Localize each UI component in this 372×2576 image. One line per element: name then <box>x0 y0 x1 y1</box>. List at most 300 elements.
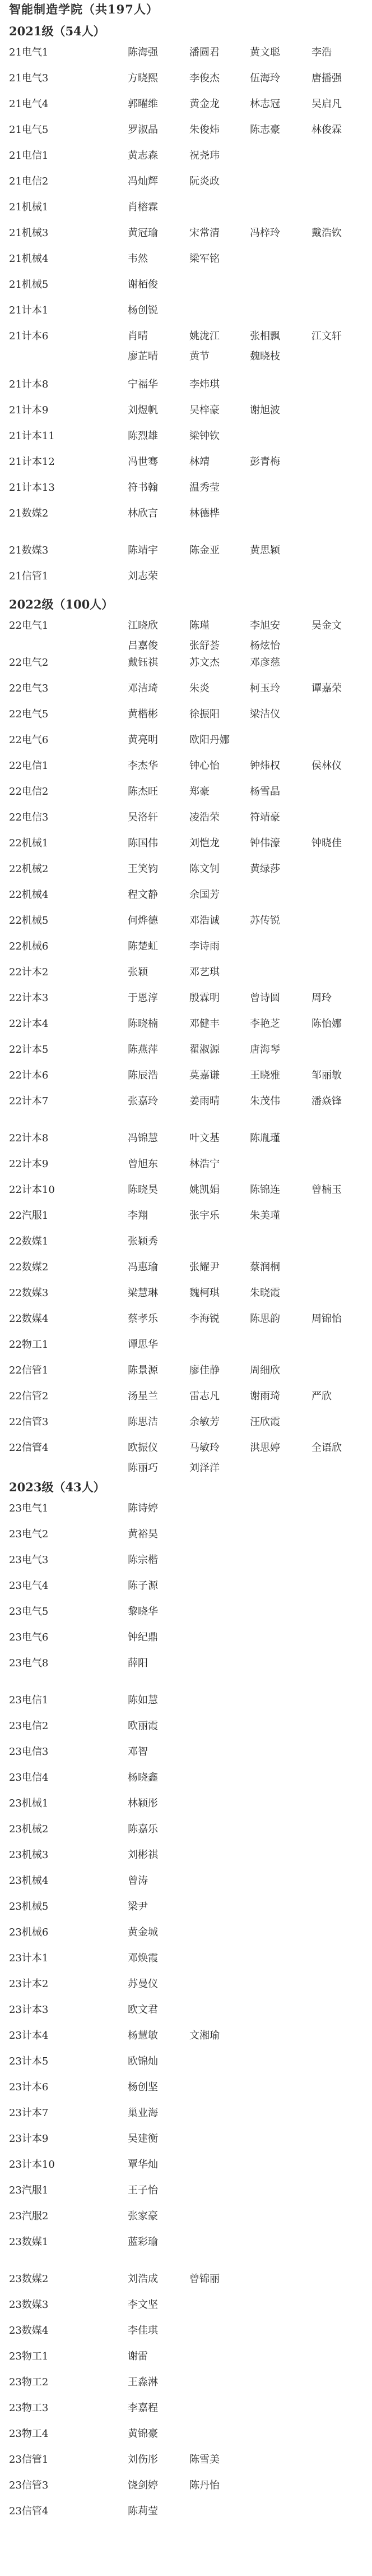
student-name: 林俊霖 <box>311 124 342 136</box>
class-label: 23电信1 <box>9 1694 49 1706</box>
student-name: 苏文杰 <box>189 657 220 669</box>
student-name: 杨炫怡 <box>250 640 280 652</box>
class-row <box>9 1335 372 1361</box>
student-name: 陈如慧 <box>128 1694 158 1706</box>
class-label: 23计本7 <box>9 2107 49 2119</box>
class-row <box>9 566 372 592</box>
student-name: 陈雪美 <box>189 2454 220 2466</box>
class-label: 23计本2 <box>9 1978 49 1990</box>
class-row <box>9 1386 372 1412</box>
student-name: 陈海强 <box>128 47 158 58</box>
class-row <box>9 2103 372 2129</box>
class-label: 21计本6 <box>9 330 49 342</box>
class-label: 21计本12 <box>9 456 55 468</box>
student-name: 姜雨晴 <box>189 1095 220 1107</box>
class-label: 23电气6 <box>9 1632 49 1643</box>
class-row <box>9 2155 372 2181</box>
class-label: 23信管1 <box>9 2454 49 2466</box>
class-row <box>9 2181 372 2206</box>
student-name: 戴钰祺 <box>128 657 158 669</box>
student-name: 林靖 <box>189 456 210 468</box>
class-row <box>9 2501 372 2527</box>
class-row <box>9 1361 372 1386</box>
student-name: 何烨德 <box>128 915 158 927</box>
student-name: 邓焕霞 <box>128 1952 158 1964</box>
student-name: 陈烈雄 <box>128 430 158 442</box>
class-row <box>9 2321 372 2347</box>
class-label: 23电气8 <box>9 1657 49 1669</box>
class-label: 23机械3 <box>9 1849 49 1861</box>
student-name: 李佳琪 <box>128 2325 158 2337</box>
student-name: 李文坚 <box>128 2299 158 2311</box>
class-row <box>9 653 372 679</box>
class-row <box>9 2232 372 2258</box>
class-row <box>9 2269 372 2295</box>
class-row <box>9 275 372 301</box>
student-name: 温秀莹 <box>189 482 220 494</box>
student-name: 邓健丰 <box>189 1018 220 1030</box>
student-name: 陈怡娜 <box>311 1018 342 1030</box>
class-label: 23数媒3 <box>9 2299 49 2311</box>
student-name: 李嘉程 <box>128 2402 158 2414</box>
student-name: 曾旭东 <box>128 1158 158 1170</box>
class-row <box>9 2000 372 2026</box>
student-name: 朱美瑾 <box>250 1210 280 1222</box>
student-name: 吕嘉俊 <box>128 640 158 652</box>
class-label: 21计本8 <box>9 379 49 390</box>
class-row <box>9 375 372 400</box>
class-row <box>9 1499 372 1524</box>
student-name: 钟晓佳 <box>311 837 342 849</box>
class-label: 23汽服2 <box>9 2210 49 2222</box>
student-name: 曾锦丽 <box>189 2273 220 2285</box>
student-name: 符靖豪 <box>250 812 280 823</box>
class-row <box>9 988 372 1014</box>
class-label: 22电信3 <box>9 812 49 823</box>
student-name: 欧文君 <box>128 2004 158 2016</box>
class-row <box>9 704 372 730</box>
class-row <box>9 1768 372 1794</box>
class-label: 22机械6 <box>9 941 49 952</box>
student-name: 黄金龙 <box>189 98 220 110</box>
student-name: 冯梓玲 <box>250 227 280 239</box>
student-name: 陈燕萍 <box>128 1044 158 1056</box>
student-name: 陈宗楷 <box>128 1554 158 1566</box>
student-name: 张舒荟 <box>189 640 220 652</box>
student-name: 朱俊炜 <box>189 124 220 136</box>
student-name: 张嘉玲 <box>128 1095 158 1107</box>
student-name: 雷志凡 <box>189 1390 220 1402</box>
class-label: 21计本1 <box>9 305 49 316</box>
student-name: 曾诗圆 <box>250 992 280 1004</box>
student-name: 欧丽霞 <box>128 1720 158 1732</box>
class-row <box>9 1742 372 1768</box>
class-label: 22数媒1 <box>9 1236 49 1247</box>
student-name: 李浩 <box>311 47 332 58</box>
class-row <box>9 1206 372 1232</box>
class-row <box>9 1819 372 1845</box>
class-row <box>9 2206 372 2232</box>
student-name: 杨创锐 <box>128 305 158 316</box>
student-name: 梁慧琳 <box>128 1287 158 1299</box>
student-name: 邓智 <box>128 1746 148 1758</box>
student-name: 张耀尹 <box>189 1261 220 1273</box>
student-name: 肖晴 <box>128 330 148 342</box>
student-name: 钟纪鼎 <box>128 1632 158 1643</box>
class-label: 22电气5 <box>9 708 49 720</box>
student-name: 吴启凡 <box>311 98 342 110</box>
student-name: 张颖秀 <box>128 1236 158 1247</box>
student-name: 林颖彤 <box>128 1798 158 1809</box>
class-row <box>9 1232 372 1257</box>
student-name: 潘焱锋 <box>311 1095 342 1107</box>
student-name: 陈晓昊 <box>128 1184 158 1196</box>
class-row <box>9 1550 372 1576</box>
student-name: 蔡孝乐 <box>128 1313 158 1325</box>
class-row <box>9 782 372 808</box>
class-row <box>9 1066 372 1091</box>
class-row <box>9 172 372 197</box>
student-name: 黄裕昊 <box>128 1528 158 1540</box>
class-row <box>9 1128 372 1154</box>
student-name: 程文静 <box>128 889 158 901</box>
class-label: 23数媒2 <box>9 2273 49 2285</box>
student-name: 黄思颖 <box>250 545 280 556</box>
student-name: 邓洁琦 <box>128 683 158 694</box>
student-name: 侯林仪 <box>311 760 342 772</box>
class-label: 22机械4 <box>9 889 49 901</box>
student-name: 凌浩荣 <box>189 812 220 823</box>
student-name: 李俊杰 <box>189 72 220 84</box>
class-label: 21计本11 <box>9 430 55 442</box>
class-row <box>9 2450 372 2476</box>
student-name: 陈杰旺 <box>128 786 158 798</box>
college-title: 智能制造学院（共197人） <box>9 2 159 16</box>
class-label: 23电气2 <box>9 1528 49 1540</box>
class-label: 22计本7 <box>9 1095 49 1107</box>
class-label: 23信管3 <box>9 2480 49 2491</box>
class-label: 23机械1 <box>9 1798 49 1809</box>
student-name: 王笑钧 <box>128 863 158 875</box>
class-label: 22计本2 <box>9 966 49 978</box>
student-name: 魏柯琪 <box>189 1287 220 1299</box>
class-label: 21数媒3 <box>9 545 49 556</box>
student-name: 黄志森 <box>128 150 158 162</box>
student-name: 廖佳静 <box>189 1365 220 1376</box>
class-row <box>9 197 372 223</box>
class-label: 22数媒4 <box>9 1313 49 1325</box>
class-row <box>9 2347 372 2372</box>
class-row <box>9 2052 372 2077</box>
class-row <box>9 2129 372 2155</box>
class-label: 22电气2 <box>9 657 49 669</box>
class-label: 23汽服1 <box>9 2185 49 2196</box>
student-name: 林德桦 <box>189 508 220 519</box>
class-row <box>9 1628 372 1653</box>
grade-section <box>9 20 372 592</box>
student-name: 朱炎 <box>189 683 210 694</box>
student-name: 黄锦豪 <box>128 2428 158 2440</box>
class-label: 22物工1 <box>9 1339 49 1351</box>
class-row <box>9 120 372 146</box>
student-name: 殷霖明 <box>189 992 220 1004</box>
class-label: 21电信1 <box>9 150 49 162</box>
student-name: 李旭安 <box>250 620 280 632</box>
class-row <box>9 2398 372 2424</box>
class-row <box>9 1653 372 1679</box>
student-name: 宋常清 <box>189 227 220 239</box>
student-name: 郭曜维 <box>128 98 158 110</box>
class-row <box>9 1438 372 1475</box>
student-name: 王晓雅 <box>250 1070 280 1081</box>
student-name: 黄绿莎 <box>250 863 280 875</box>
student-name: 吴金文 <box>311 620 342 632</box>
student-name: 梁军铭 <box>189 253 220 265</box>
class-row <box>9 1576 372 1602</box>
grade-heading: 2022级（100人） <box>9 597 114 611</box>
class-row <box>9 937 372 962</box>
class-label: 22机械2 <box>9 863 49 875</box>
class-label: 22计本10 <box>9 1184 55 1196</box>
student-name: 汤星兰 <box>128 1390 158 1402</box>
class-row <box>9 68 372 94</box>
student-name: 张家豪 <box>128 2210 158 2222</box>
student-name: 朱晓霞 <box>250 1287 280 1299</box>
student-name: 冯锦慧 <box>128 1132 158 1144</box>
student-name: 祝尧玮 <box>189 150 220 162</box>
student-name: 罗淑晶 <box>128 124 158 136</box>
student-name: 吴建衡 <box>128 2133 158 2145</box>
student-name: 钟炜权 <box>250 760 280 772</box>
student-name: 谭思华 <box>128 1339 158 1351</box>
class-label: 23电气3 <box>9 1554 49 1566</box>
class-row <box>9 1283 372 1309</box>
class-row <box>9 1974 372 2000</box>
student-name: 张宇乐 <box>189 1210 220 1222</box>
student-name: 余国芳 <box>189 889 220 901</box>
student-name: 翟淑源 <box>189 1044 220 1056</box>
student-name: 钟心怡 <box>189 760 220 772</box>
class-label: 22信管3 <box>9 1416 49 1428</box>
student-name: 陈思洁 <box>128 1416 158 1428</box>
class-label: 23计本5 <box>9 2056 49 2067</box>
student-name: 黎晓华 <box>128 1606 158 1618</box>
student-name: 周细欣 <box>250 1365 280 1376</box>
class-row <box>9 1524 372 1550</box>
grade-section <box>9 1476 372 2527</box>
student-name: 黄楷彬 <box>128 708 158 720</box>
class-label: 22计本4 <box>9 1018 49 1030</box>
class-label: 21信管1 <box>9 570 49 582</box>
student-name: 冯灿辉 <box>128 176 158 187</box>
student-name: 江晓欣 <box>128 620 158 632</box>
class-row <box>9 1845 372 1871</box>
class-label: 21机械5 <box>9 279 49 291</box>
student-name: 黄文聪 <box>250 47 280 58</box>
student-name: 彭青梅 <box>250 456 280 468</box>
class-label: 22电气1 <box>9 620 49 632</box>
student-name: 谢栢俊 <box>128 279 158 291</box>
grade-heading: 2021级（54人） <box>9 24 105 38</box>
class-label: 21电信2 <box>9 176 49 187</box>
student-name: 柯玉玲 <box>250 683 280 694</box>
student-name: 杨雪晶 <box>250 786 280 798</box>
class-label: 21电气4 <box>9 98 49 110</box>
student-name: 肖榕霖 <box>128 201 158 213</box>
student-name: 陈景源 <box>128 1365 158 1376</box>
class-label: 22机械1 <box>9 837 49 849</box>
student-name: 蔡润桐 <box>250 1261 280 1273</box>
class-row <box>9 504 372 529</box>
class-row <box>9 833 372 859</box>
class-row <box>9 43 372 68</box>
class-row <box>9 730 372 756</box>
class-label: 23计本4 <box>9 2030 49 2042</box>
student-name: 陈靖宇 <box>128 545 158 556</box>
student-name: 魏晓枝 <box>250 351 280 362</box>
student-name: 刘彬祺 <box>128 1849 158 1861</box>
class-row <box>9 859 372 885</box>
student-name: 覃华灿 <box>128 2159 158 2171</box>
student-name: 邹丽敏 <box>311 1070 342 1081</box>
student-name: 马敏玲 <box>189 1442 220 1454</box>
student-name: 欧阳丹娜 <box>189 734 230 746</box>
class-label: 22电气6 <box>9 734 49 746</box>
class-row <box>9 885 372 911</box>
student-name: 冯惠瑜 <box>128 1261 158 1273</box>
student-name: 刘伤彤 <box>128 2454 158 2466</box>
class-row <box>9 249 372 275</box>
student-name: 邓彦慈 <box>250 657 280 669</box>
student-name: 陈文钊 <box>189 863 220 875</box>
student-name: 王淼淋 <box>128 2376 158 2388</box>
student-name: 陈诗婷 <box>128 1503 158 1514</box>
student-name: 徐振阳 <box>189 708 220 720</box>
student-name: 李海锐 <box>189 1313 220 1325</box>
student-name: 李杰华 <box>128 760 158 772</box>
student-name: 李诗雨 <box>189 941 220 952</box>
class-row <box>9 679 372 704</box>
class-label: 21电气5 <box>9 124 49 136</box>
student-name: 李炜琪 <box>189 379 220 390</box>
class-label: 21数媒2 <box>9 508 49 519</box>
student-name: 谭嘉荣 <box>311 683 342 694</box>
class-label: 22数媒3 <box>9 1287 49 1299</box>
class-label: 23机械2 <box>9 1823 49 1835</box>
class-label: 23电气5 <box>9 1606 49 1618</box>
class-row <box>9 326 372 363</box>
class-row <box>9 616 372 653</box>
class-label: 21机械3 <box>9 227 49 239</box>
class-label: 23计本1 <box>9 1952 49 1964</box>
student-name: 谢雷 <box>128 2351 148 2362</box>
student-name: 谢旭波 <box>250 404 280 416</box>
student-name: 莫嘉谦 <box>189 1070 220 1081</box>
class-label: 23计本6 <box>9 2081 49 2093</box>
class-label: 23数媒4 <box>9 2325 49 2337</box>
student-name: 廖芷晴 <box>128 351 158 362</box>
student-name: 黄亮明 <box>128 734 158 746</box>
student-name: 陈辰浩 <box>128 1070 158 1081</box>
student-name: 王子怡 <box>128 2185 158 2196</box>
student-name: 陈锦连 <box>250 1184 280 1196</box>
class-row <box>9 1257 372 1283</box>
student-name: 周玲 <box>311 992 332 1004</box>
student-name: 叶文基 <box>189 1132 220 1144</box>
class-row <box>9 1180 372 1206</box>
student-name: 阮炎政 <box>189 176 220 187</box>
class-label: 22计本9 <box>9 1158 49 1170</box>
student-name: 于恩淳 <box>128 992 158 1004</box>
student-name: 潘圆君 <box>189 47 220 58</box>
class-row <box>9 94 372 120</box>
class-label: 22计本8 <box>9 1132 49 1144</box>
student-name: 冯世骞 <box>128 456 158 468</box>
class-label: 23电气1 <box>9 1503 49 1514</box>
student-name: 宁福华 <box>128 379 158 390</box>
class-label: 23数媒1 <box>9 2236 49 2248</box>
class-row <box>9 223 372 249</box>
class-row <box>9 301 372 326</box>
class-row <box>9 1602 372 1628</box>
student-name: 黄冠瑜 <box>128 227 158 239</box>
class-row <box>9 1794 372 1819</box>
student-name: 唐海琴 <box>250 1044 280 1056</box>
student-name: 陈志豪 <box>250 124 280 136</box>
class-label: 23电信4 <box>9 1772 49 1784</box>
student-name: 陈胤瑾 <box>250 1132 280 1144</box>
class-row <box>9 1040 372 1066</box>
student-name: 伍海玲 <box>250 72 280 84</box>
student-name: 姚泷江 <box>189 330 220 342</box>
student-name: 吴梓豪 <box>189 404 220 416</box>
class-row <box>9 962 372 988</box>
student-name: 汪欣霞 <box>250 1416 280 1428</box>
student-name: 符书翰 <box>128 482 158 494</box>
class-row <box>9 541 372 566</box>
grade-heading: 2023级（43人） <box>9 1480 105 1494</box>
student-name: 曾楠玉 <box>311 1184 342 1196</box>
student-name: 陈晓楠 <box>128 1018 158 1030</box>
student-name: 饶剑婷 <box>128 2480 158 2491</box>
student-name: 周锦怡 <box>311 1313 342 1325</box>
class-row <box>9 1412 372 1438</box>
class-label: 22信管2 <box>9 1390 49 1402</box>
student-name: 谢雨琦 <box>250 1390 280 1402</box>
student-name: 林欣言 <box>128 508 158 519</box>
class-label: 22机械5 <box>9 915 49 927</box>
student-name: 陈楚虹 <box>128 941 158 952</box>
student-name: 张颖 <box>128 966 148 978</box>
class-label: 22信管1 <box>9 1365 49 1376</box>
student-name: 梁洁仪 <box>250 708 280 720</box>
student-name: 方晓熙 <box>128 72 158 84</box>
student-name: 杨晓鑫 <box>128 1772 158 1784</box>
class-row <box>9 2476 372 2501</box>
class-row <box>9 2026 372 2052</box>
class-row <box>9 1923 372 1948</box>
class-label: 21电气3 <box>9 72 49 84</box>
student-name: 陈丹怡 <box>189 2480 220 2491</box>
class-label: 23物工1 <box>9 2351 49 2362</box>
student-name: 陈国伟 <box>128 837 158 849</box>
class-label: 22数媒2 <box>9 1261 49 1273</box>
class-row <box>9 400 372 426</box>
student-name: 陈子源 <box>128 1580 158 1592</box>
student-name: 薛阳 <box>128 1657 148 1669</box>
class-row <box>9 911 372 937</box>
class-row <box>9 426 372 452</box>
